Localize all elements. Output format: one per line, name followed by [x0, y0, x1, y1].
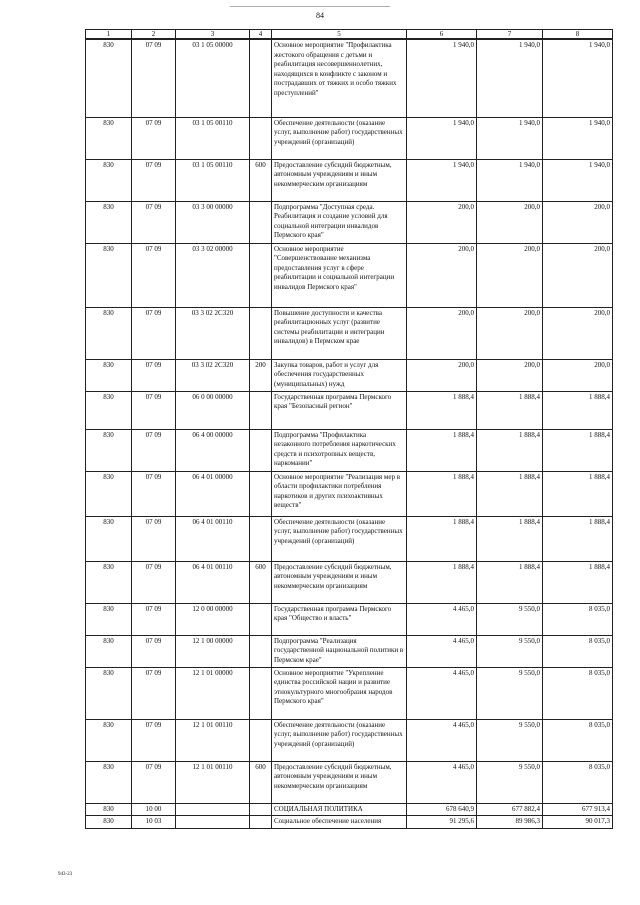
- amount-year1-cell: 1 888,4: [407, 561, 477, 603]
- table-row: [86, 603, 613, 635]
- amount-year2-cell: 677 882,4: [477, 803, 543, 816]
- amount-year3-cell: 200,0: [543, 359, 613, 391]
- account-code-cell: 830: [86, 516, 132, 561]
- section-code-cell: 07 09: [132, 159, 176, 201]
- account-code-cell: 830: [86, 243, 132, 307]
- description-cell: Основное мероприятие "Укрепление единства российской нации и развитие этнокультурного многообразия народов Пермского края": [272, 667, 407, 719]
- target-code-cell: 03 1 05 00110: [176, 159, 250, 201]
- expense-type-cell: 200: [250, 359, 272, 391]
- amount-year1-cell: 1 888,4: [407, 516, 477, 561]
- section-code-cell: 07 09: [132, 516, 176, 561]
- expense-type-cell: [250, 803, 272, 816]
- target-code-cell: 12 1 00 00000: [176, 635, 250, 667]
- expense-type-cell: [250, 603, 272, 635]
- section-code-cell: 07 09: [132, 201, 176, 243]
- amount-year2-cell: 1 888,4: [477, 516, 543, 561]
- header-cell-2: 2: [132, 30, 176, 40]
- description-cell: СОЦИАЛЬНАЯ ПОЛИТИКА: [272, 803, 407, 816]
- target-code-cell: 12 1 01 00110: [176, 719, 250, 761]
- account-code-cell: 830: [86, 561, 132, 603]
- table-row: [86, 719, 613, 761]
- description-cell: Предоставление субсидий бюджетным, автономным учреждениям и иным некоммерческим организациям: [272, 761, 407, 803]
- amount-year2-cell: 200,0: [477, 307, 543, 359]
- target-code-cell: 12 1 01 00110: [176, 761, 250, 803]
- expense-type-cell: [250, 516, 272, 561]
- amount-year1-cell: 1 940,0: [407, 117, 477, 159]
- expense-type-cell: [250, 201, 272, 243]
- section-code-cell: 07 09: [132, 471, 176, 516]
- description-cell: Подпрограмма "Доступная среда. Реабилитация и создание условий для социальной интеграции инвалидов Пермского края": [272, 201, 407, 243]
- header-cell-6: 6: [407, 30, 477, 40]
- account-code-cell: 830: [86, 603, 132, 635]
- amount-year1-cell: 1 888,4: [407, 471, 477, 516]
- amount-year3-cell: 8 035,0: [543, 719, 613, 761]
- target-code-cell: 03 1 05 00110: [176, 117, 250, 159]
- target-code-cell: [176, 803, 250, 816]
- expense-type-cell: [250, 243, 272, 307]
- expense-type-cell: [250, 471, 272, 516]
- expense-type-cell: [250, 117, 272, 159]
- amount-year3-cell: 1 940,0: [543, 39, 613, 117]
- account-code-cell: 830: [86, 117, 132, 159]
- section-code-cell: 10 00: [132, 803, 176, 816]
- description-cell: Повышение доступности и качества реабилитационных услуг (развитие системы реабилитации и интеграции инвалидов) в Пермском крае: [272, 307, 407, 359]
- section-code-cell: 07 09: [132, 359, 176, 391]
- amount-year2-cell: 9 550,0: [477, 719, 543, 761]
- amount-year2-cell: 200,0: [477, 201, 543, 243]
- account-code-cell: 830: [86, 816, 132, 829]
- table-row: [86, 243, 613, 307]
- section-code-cell: 07 09: [132, 603, 176, 635]
- budget-table: [85, 29, 613, 829]
- amount-year3-cell: 1 888,4: [543, 561, 613, 603]
- page-number: 84: [316, 11, 324, 20]
- section-code-cell: 07 09: [132, 243, 176, 307]
- footer-code: 943-23: [58, 872, 73, 877]
- expense-type-cell: [250, 816, 272, 829]
- target-code-cell: [176, 816, 250, 829]
- table-row: [86, 516, 613, 561]
- amount-year3-cell: 1 888,4: [543, 516, 613, 561]
- section-code-cell: 07 09: [132, 391, 176, 429]
- section-code-cell: 07 09: [132, 561, 176, 603]
- expense-type-cell: [250, 39, 272, 117]
- account-code-cell: 830: [86, 667, 132, 719]
- amount-year1-cell: 4 465,0: [407, 635, 477, 667]
- target-code-cell: 06 0 00 00000: [176, 391, 250, 429]
- amount-year2-cell: 1 940,0: [477, 39, 543, 117]
- target-code-cell: 06 4 01 00000: [176, 471, 250, 516]
- amount-year2-cell: 1 888,4: [477, 561, 543, 603]
- amount-year2-cell: 200,0: [477, 359, 543, 391]
- amount-year3-cell: 8 035,0: [543, 761, 613, 803]
- amount-year1-cell: 4 465,0: [407, 761, 477, 803]
- amount-year3-cell: 1 940,0: [543, 159, 613, 201]
- expense-type-cell: [250, 635, 272, 667]
- amount-year1-cell: 1 888,4: [407, 429, 477, 471]
- target-code-cell: 03 3 00 00000: [176, 201, 250, 243]
- amount-year2-cell: 1 940,0: [477, 117, 543, 159]
- expense-type-cell: [250, 307, 272, 359]
- amount-year2-cell: 1 888,4: [477, 391, 543, 429]
- top-edge-marks: [230, 0, 390, 7]
- account-code-cell: 830: [86, 471, 132, 516]
- amount-year1-cell: 4 465,0: [407, 719, 477, 761]
- table-row: [86, 803, 613, 816]
- section-code-cell: 07 09: [132, 635, 176, 667]
- table-row: [86, 635, 613, 667]
- account-code-cell: 830: [86, 761, 132, 803]
- account-code-cell: 830: [86, 201, 132, 243]
- section-code-cell: 07 09: [132, 761, 176, 803]
- amount-year2-cell: 9 550,0: [477, 667, 543, 719]
- description-cell: Основное мероприятие "Совершенствование механизма предоставления услуг в сфере реабилитации и социальной интеграции инвалидов Пермского края": [272, 243, 407, 307]
- table-header-row: [86, 30, 613, 40]
- target-code-cell: 06 4 01 00110: [176, 561, 250, 603]
- expense-type-cell: 600: [250, 561, 272, 603]
- header-cell-1: 1: [86, 30, 132, 40]
- amount-year2-cell: 89 986,3: [477, 816, 543, 829]
- table-row: [86, 307, 613, 359]
- description-cell: Государственная программа Пермского края "Безопасный регион": [272, 391, 407, 429]
- table-row: [86, 359, 613, 391]
- table-row: [86, 39, 613, 117]
- amount-year1-cell: 1 940,0: [407, 159, 477, 201]
- amount-year1-cell: 200,0: [407, 243, 477, 307]
- amount-year1-cell: 200,0: [407, 307, 477, 359]
- section-code-cell: 07 09: [132, 39, 176, 117]
- expense-type-cell: [250, 429, 272, 471]
- amount-year2-cell: 1 888,4: [477, 471, 543, 516]
- section-code-cell: 07 09: [132, 307, 176, 359]
- table-row: [86, 667, 613, 719]
- table-row: [86, 201, 613, 243]
- amount-year1-cell: 1 940,0: [407, 39, 477, 117]
- description-cell: Подпрограмма "Реализация государственной национальной политики в Пермском крае": [272, 635, 407, 667]
- target-code-cell: 03 3 02 00000: [176, 243, 250, 307]
- amount-year1-cell: 4 465,0: [407, 603, 477, 635]
- description-cell: Основное мероприятие "Реализация мер в области профилактики потребления наркотиков и других психоактивных веществ": [272, 471, 407, 516]
- description-cell: Обеспечение деятельности (оказание услуг, выполнение работ) государственных учреждений (организаций): [272, 719, 407, 761]
- account-code-cell: 830: [86, 307, 132, 359]
- table-row: [86, 816, 613, 829]
- target-code-cell: 03 1 05 00000: [176, 39, 250, 117]
- target-code-cell: 03 3 02 2С320: [176, 359, 250, 391]
- description-cell: Закупка товаров, работ и услуг для обеспечения государственных (муниципальных) нужд: [272, 359, 407, 391]
- header-cell-3: 3: [176, 30, 250, 40]
- target-code-cell: 12 1 01 00000: [176, 667, 250, 719]
- account-code-cell: 830: [86, 159, 132, 201]
- amount-year3-cell: 8 035,0: [543, 635, 613, 667]
- header-cell-4: 4: [250, 30, 272, 40]
- account-code-cell: 830: [86, 635, 132, 667]
- account-code-cell: 830: [86, 803, 132, 816]
- amount-year3-cell: 8 035,0: [543, 603, 613, 635]
- amount-year1-cell: 200,0: [407, 359, 477, 391]
- section-code-cell: 07 09: [132, 667, 176, 719]
- amount-year1-cell: 4 465,0: [407, 667, 477, 719]
- table-row: [86, 159, 613, 201]
- amount-year3-cell: 677 913,4: [543, 803, 613, 816]
- amount-year3-cell: 200,0: [543, 201, 613, 243]
- header-cell-8: 8: [543, 30, 613, 40]
- expense-type-cell: 600: [250, 761, 272, 803]
- expense-type-cell: [250, 391, 272, 429]
- account-code-cell: 830: [86, 391, 132, 429]
- target-code-cell: 03 3 02 2С320: [176, 307, 250, 359]
- amount-year3-cell: 8 035,0: [543, 667, 613, 719]
- section-code-cell: 07 09: [132, 719, 176, 761]
- description-cell: Основное мероприятие "Профилактика жестокого обращения с детьми и реабилитация несовершеннолетних, находящихся в конфликте с законом и пострадавших от тяжких и особо тяжких преступлений": [272, 39, 407, 117]
- account-code-cell: 830: [86, 359, 132, 391]
- description-cell: Предоставление субсидий бюджетным, автономным учреждениям и иным некоммерческим организациям: [272, 561, 407, 603]
- amount-year3-cell: 1 888,4: [543, 391, 613, 429]
- amount-year2-cell: 200,0: [477, 243, 543, 307]
- amount-year1-cell: 1 888,4: [407, 391, 477, 429]
- amount-year1-cell: 91 295,6: [407, 816, 477, 829]
- section-code-cell: 07 09: [132, 117, 176, 159]
- header-cell-7: 7: [477, 30, 543, 40]
- amount-year1-cell: 200,0: [407, 201, 477, 243]
- description-cell: Обеспечение деятельности (оказание услуг, выполнение работ) государственных учреждений (организаций): [272, 117, 407, 159]
- account-code-cell: 830: [86, 719, 132, 761]
- description-cell: Подпрограмма "Профилактика незаконного потребления наркотических средств и психотропных веществ, наркомании": [272, 429, 407, 471]
- expense-type-cell: [250, 719, 272, 761]
- account-code-cell: 830: [86, 429, 132, 471]
- section-code-cell: 10 03: [132, 816, 176, 829]
- amount-year3-cell: 200,0: [543, 243, 613, 307]
- table-row: [86, 761, 613, 803]
- amount-year2-cell: 9 550,0: [477, 761, 543, 803]
- expense-type-cell: 600: [250, 159, 272, 201]
- table-row: [86, 429, 613, 471]
- account-code-cell: 830: [86, 39, 132, 117]
- amount-year2-cell: 1 888,4: [477, 429, 543, 471]
- table-row: [86, 391, 613, 429]
- table-row: [86, 471, 613, 516]
- description-cell: Обеспечение деятельности (оказание услуг, выполнение работ) государственных учреждений (организаций): [272, 516, 407, 561]
- amount-year3-cell: 1 940,0: [543, 117, 613, 159]
- description-cell: Государственная программа Пермского края "Общество и власть": [272, 603, 407, 635]
- amount-year3-cell: 200,0: [543, 307, 613, 359]
- amount-year3-cell: 90 017,3: [543, 816, 613, 829]
- amount-year1-cell: 678 640,9: [407, 803, 477, 816]
- expense-type-cell: [250, 667, 272, 719]
- amount-year2-cell: 9 550,0: [477, 603, 543, 635]
- description-cell: Предоставление субсидий бюджетным, автономным учреждениям и иным некоммерческим организациям: [272, 159, 407, 201]
- header-cell-5: 5: [272, 30, 407, 40]
- amount-year3-cell: 1 888,4: [543, 471, 613, 516]
- table-row: [86, 117, 613, 159]
- description-cell: Социальное обеспечение населения: [272, 816, 407, 829]
- section-code-cell: 07 09: [132, 429, 176, 471]
- table-row: [86, 561, 613, 603]
- amount-year2-cell: 1 940,0: [477, 159, 543, 201]
- amount-year2-cell: 9 550,0: [477, 635, 543, 667]
- target-code-cell: 06 4 00 00000: [176, 429, 250, 471]
- target-code-cell: 12 0 00 00000: [176, 603, 250, 635]
- amount-year3-cell: 1 888,4: [543, 429, 613, 471]
- target-code-cell: 06 4 01 00110: [176, 516, 250, 561]
